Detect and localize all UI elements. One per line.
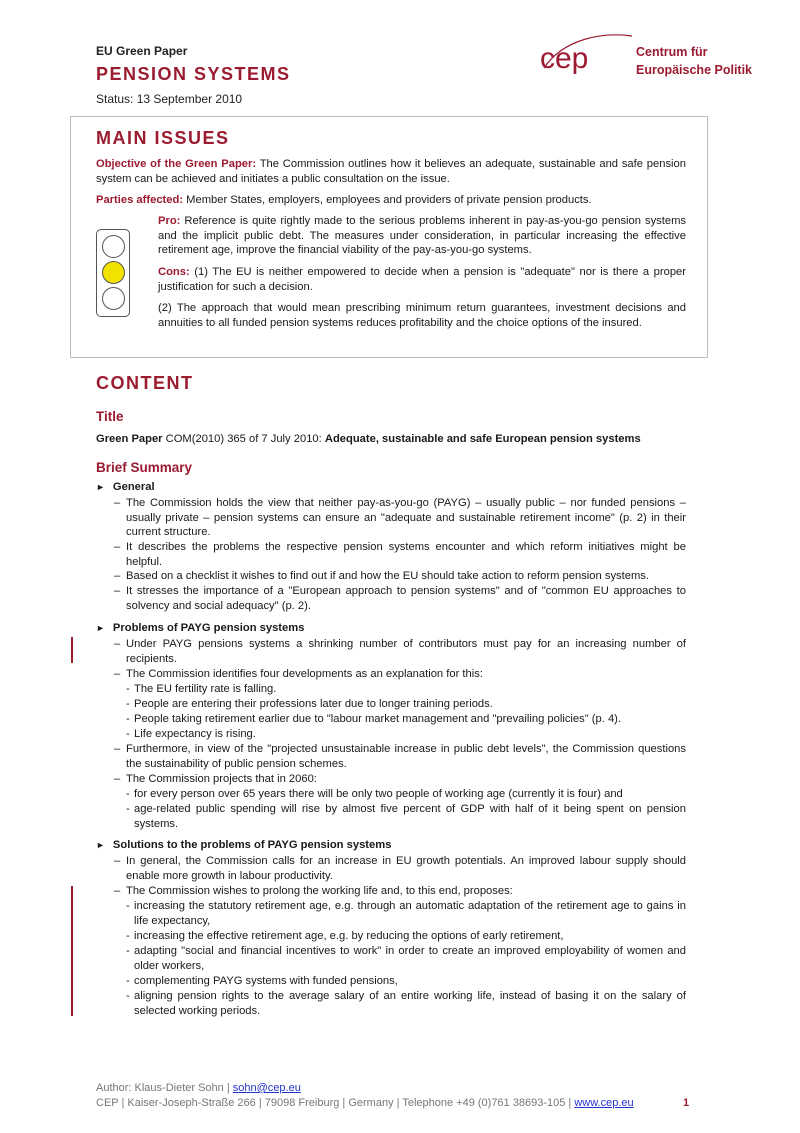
pro-label: Pro:: [158, 215, 181, 227]
footer-address-text: CEP | Kaiser-Joseph-Straße 266 | 79098 Freiburg | Germany | Telephone +49 (0)761 38693-105 |: [96, 1097, 575, 1109]
cons-text: (1) The EU is neither empowered to decide when a pension is "adequate" nor is there a proper justification for such a decision.: [158, 266, 686, 293]
page-number: 1: [683, 1097, 690, 1109]
change-bar-2: [71, 886, 73, 1016]
cep-logo-line1: Centrum für: [636, 45, 708, 59]
footer-author: [96, 1082, 301, 1094]
general-item-3: – Based on a checklist it wishes to find out if and how the EU should take action to reform pension systems.: [114, 570, 649, 582]
problems-subitem-2: - People are entering their professions later due to longer training periods.: [126, 698, 493, 710]
solutions-subitem-1: - increasing the statutory retirement age, e.g. through an automatic adaptation of the retirement age to gains in life expectancy,: [126, 900, 686, 927]
traffic-light-yellow-lamp: [102, 261, 125, 284]
brief-summary-heading: Brief Summary: [96, 460, 193, 475]
problems-item-2: – The Commission identifies four developments as an explanation for this:: [114, 668, 483, 680]
traffic-light-bottom-lamp: [102, 287, 125, 310]
solutions-subitem-4: - complementing PAYG systems with funded pensions,: [126, 975, 398, 987]
footer-author-text: Author: Klaus-Dieter Sohn |: [96, 1082, 233, 1094]
document-title: PENSION SYSTEMS: [96, 64, 291, 84]
title-prefix: Green Paper: [96, 433, 163, 445]
problems-subitem-6: - age-related public spending will rise by almost five percent of GDP with half of it being spent on pension systems.: [126, 803, 686, 830]
objective-label: Objective of the Green Paper:: [96, 158, 257, 170]
general-heading: ► General: [96, 481, 155, 493]
general-item-2: – It describes the problems the respective pension systems encounter and which reform initiatives might be helpful.: [114, 541, 686, 568]
problems-subitem-1: - The EU fertility rate is falling.: [126, 683, 277, 695]
title-name: Adequate, sustainable and safe European pension systems: [324, 433, 641, 445]
content-heading: CONTENT: [96, 373, 194, 393]
problems-item-3: – Furthermore, in view of the "projected unsustainable increase in public debt levels", the Commission questions the sustainability of public pension schemes.: [114, 743, 686, 770]
cons-paragraph-2: (2) The approach that would mean prescribing minimum return guarantees, investment decisions and annuities to all funded pension systems reduces profitability and the choice options of the insured.: [158, 302, 686, 329]
solutions-heading-text: Solutions to the problems of PAYG pension systems: [112, 839, 392, 851]
parties-text: Member States, employers, employees and providers of private pension products.: [183, 194, 592, 206]
traffic-light-icon: [96, 229, 130, 317]
title-heading: Title: [96, 409, 124, 424]
problems-item-4: – The Commission projects that in 2060:: [114, 773, 317, 785]
pro-text: Reference is quite rightly made to the serious problems inherent in pay-as-you-go pension systems and the implicit public debt. The measures under consideration, in particular increasing the effective retirement age, improve the financial viability of the pay-as-you-go systems.: [158, 215, 686, 256]
problems-subitem-3: - People taking retirement earlier due to "labour market management and "prevailing policies" (p. 4).: [126, 713, 622, 725]
general-item-4: – It stresses the importance of a "European approach to pension systems" and of "common EU approaches to solvency and social adequacy" (p. 2).: [114, 585, 686, 612]
cons-label: Cons:: [158, 266, 190, 278]
problems-heading: ► Problems of PAYG pension systems: [96, 622, 305, 634]
document-kicker: EU Green Paper: [96, 44, 188, 58]
website-link[interactable]: www.cep.eu: [574, 1097, 634, 1109]
solutions-item-1: – In general, the Commission calls for an increase in EU growth potentials. An improved labour supply should enable more growth in labour productivity.: [114, 855, 686, 882]
footer-address: [96, 1097, 634, 1109]
cons-paragraph: [158, 265, 686, 294]
solutions-subitem-3: - adapting "social and financial incentives to work" in order to create an improved employability of women and older workers,: [126, 945, 686, 972]
title-line: [96, 432, 716, 447]
parties-paragraph: [96, 193, 686, 208]
solutions-heading: ► Solutions to the problems of PAYG pension systems: [96, 839, 392, 851]
problems-subitem-5: - for every person over 65 years there will be only two people of working age (currently it is four) and: [126, 788, 623, 800]
general-heading-text: General: [112, 481, 155, 493]
document-status: Status: 13 September 2010: [96, 92, 243, 106]
problems-subitem-4: - Life expectancy is rising.: [126, 728, 256, 740]
cep-logo-line2: Europäische Politik: [636, 63, 753, 77]
author-email-link[interactable]: sohn@cep.eu: [232, 1082, 301, 1094]
objective-text: The Commission outlines how it believes an adequate, sustainable and safe pension system can be achieved and initiates a public consultation on the issue.: [96, 158, 686, 185]
title-ref: COM(2010) 365 of 7 July 2010:: [162, 433, 325, 445]
solutions-subitem-5: - aligning pension rights to the average salary of an entire working life, instead of basing it on the salary of selected working periods.: [126, 990, 686, 1017]
cep-logo-text: cep: [540, 42, 589, 75]
change-bar-1: [71, 637, 73, 663]
solutions-item-2: – The Commission wishes to prolong the working life and, to this end, proposes:: [114, 885, 513, 897]
problems-heading-text: Problems of PAYG pension systems: [112, 622, 305, 634]
general-item-1: – The Commission holds the view that neither pay-as-you-go (PAYG) – usually public – nor funded pensions – usually private – pension systems can ensure an "adequate and sustainable retirement income" (p. 2) in their current structure.: [114, 497, 686, 538]
main-issues-heading: MAIN ISSUES: [96, 128, 230, 148]
parties-label: Parties affected:: [96, 194, 184, 206]
traffic-light-top-lamp: [102, 235, 125, 258]
objective-paragraph: [96, 157, 686, 186]
problems-item-1: – Under PAYG pensions systems a shrinking number of contributors must pay for an increasing number of recipients.: [114, 638, 686, 665]
solutions-subitem-2: - increasing the effective retirement age, e.g. by reducing the options of early retirement,: [126, 930, 564, 942]
cep-logo-caption: [636, 43, 752, 79]
pro-paragraph: [158, 214, 686, 258]
